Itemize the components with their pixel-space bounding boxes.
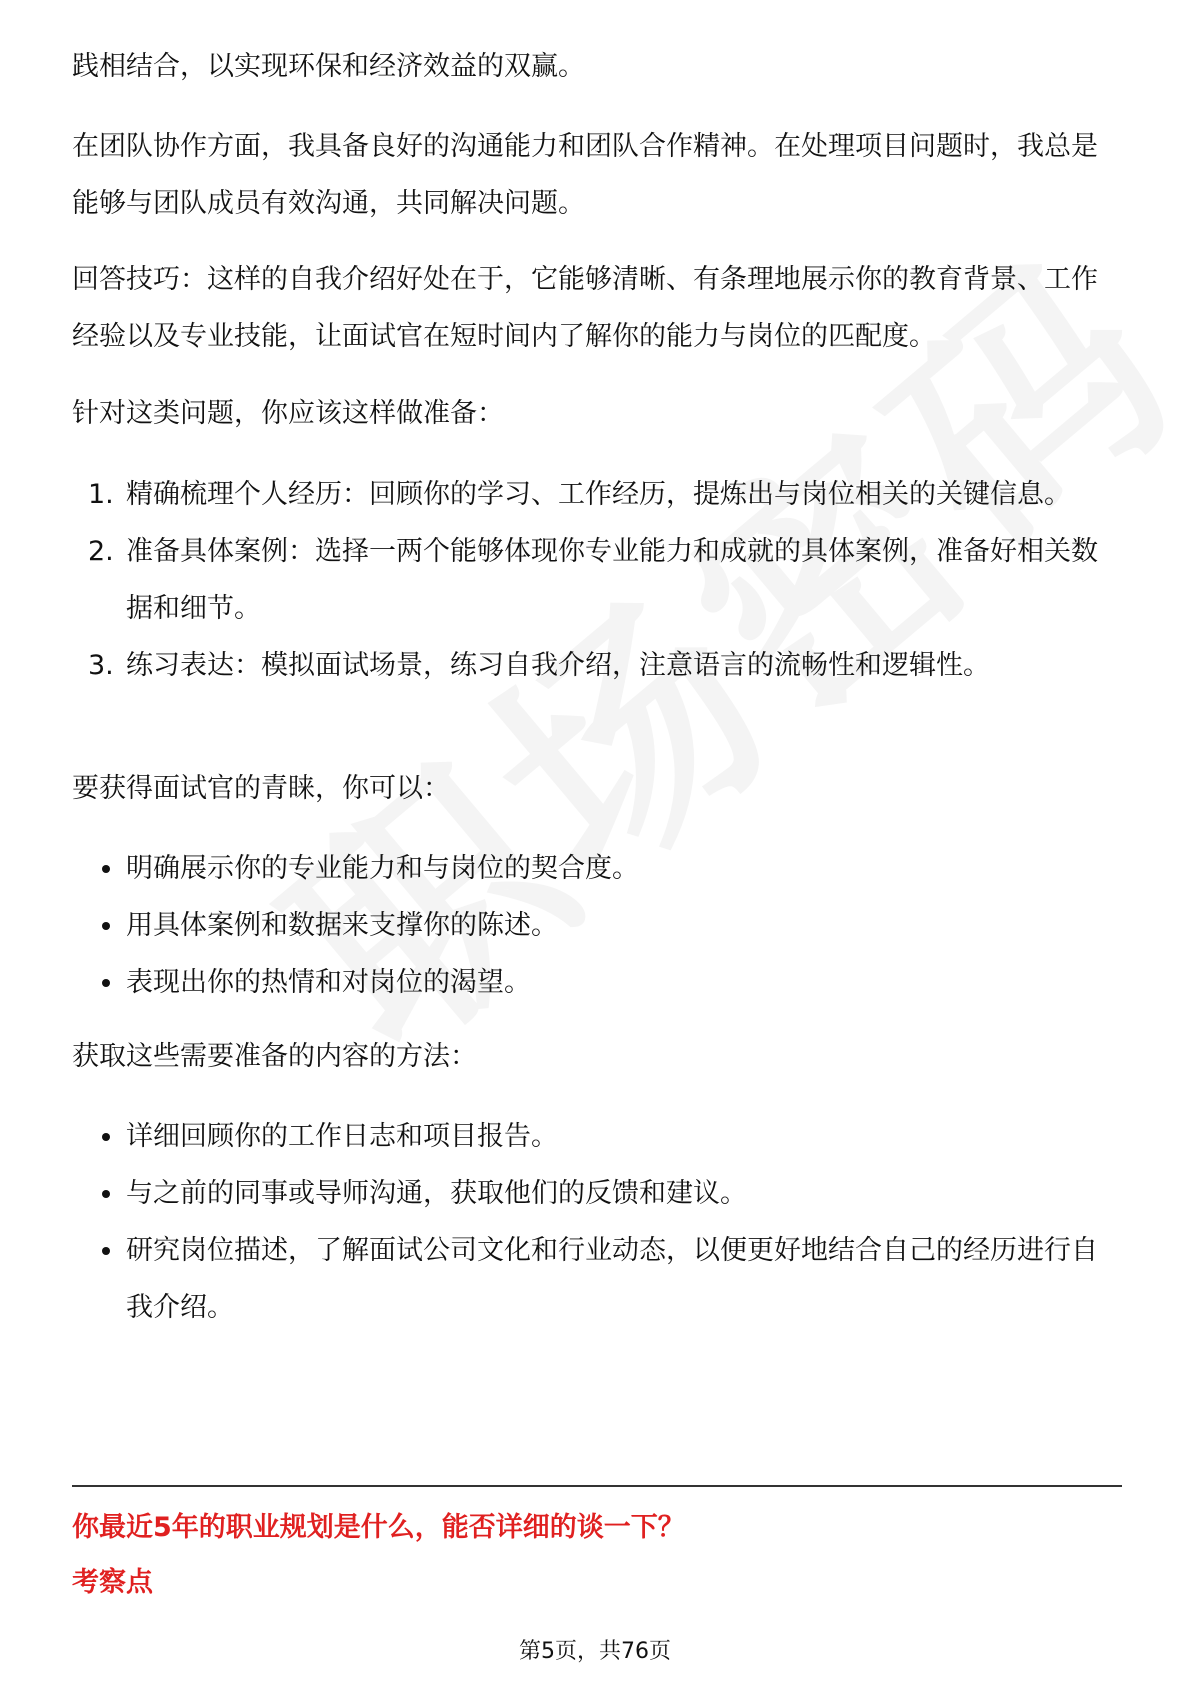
list-item: [72, 897, 1122, 954]
paragraph-text: 在团队协作方面，我具备良好的沟通能力和团队合作精神。在处理项目问题时，我总是能够与团队成员有效沟通，共同解决问题。: [72, 131, 1098, 219]
list-item-text: 与之前的同事或导师沟通，获取他们的反馈和建议。: [126, 1178, 747, 1209]
heading-text: 获取这些需要准备的内容的方法：: [72, 1041, 477, 1072]
list-item-text: 练习表达：模拟面试场景，练习自我介绍，注意语言的流畅性和逻辑性。: [126, 650, 990, 681]
list-item: [72, 954, 1122, 1011]
list-item-text: 表现出你的热情和对岗位的渴望。: [126, 967, 531, 998]
bullet-icon: [102, 865, 110, 873]
prep-heading: [72, 385, 1122, 442]
bullet-icon: [102, 979, 110, 987]
list-number: 3.: [88, 650, 114, 681]
list-item-text: 明确展示你的专业能力和与岗位的契合度。: [126, 853, 639, 884]
paragraph-continuation: [72, 38, 1122, 95]
bullet-icon: [102, 1247, 110, 1255]
list-item: [72, 1165, 1122, 1222]
paragraph-text: 践相结合，以实现环保和经济效益的双赢。: [72, 51, 585, 82]
favor-heading: [72, 760, 1122, 817]
list-item: [72, 523, 1122, 637]
bullet-icon: [102, 922, 110, 930]
question-title: 你最近5年的职业规划是什么，能否详细的谈一下？: [72, 1512, 685, 1543]
section-subheading: 考察点: [72, 1567, 153, 1598]
list-number: 1.: [88, 479, 114, 510]
paragraph-text: 回答技巧：这样的自我介绍好处在于，它能够清晰、有条理地展示你的教育背景、工作经验以及专业技能，让面试官在短时间内了解你的能力与岗位的匹配度。: [72, 264, 1098, 352]
heading-text: 要获得面试官的青睐，你可以：: [72, 773, 450, 804]
paragraph-teamwork: [72, 118, 1122, 232]
list-item-text: 研究岗位描述，了解面试公司文化和行业动态，以便更好地结合自己的经历进行自我介绍。: [126, 1235, 1098, 1323]
list-item: [72, 1222, 1122, 1336]
list-item-text: 用具体案例和数据来支撑你的陈述。: [126, 910, 558, 941]
list-item: [72, 840, 1122, 897]
list-item: [72, 1108, 1122, 1165]
list-item-text: 精确梳理个人经历：回顾你的学习、工作经历，提炼出与岗位相关的关键信息。: [126, 479, 1071, 510]
list-item: [72, 637, 1122, 694]
bullet-icon: [102, 1190, 110, 1198]
list-item: [72, 466, 1122, 523]
list-item-text: 准备具体案例：选择一两个能够体现你专业能力和成就的具体案例，准备好相关数据和细节。: [126, 536, 1098, 624]
heading-text: 针对这类问题，你应该这样做准备：: [72, 398, 504, 429]
favor-list: [72, 840, 1122, 1011]
answer-tip: [72, 251, 1122, 365]
page-number: 第5页，共76页: [519, 1639, 671, 1664]
section-divider: [72, 1485, 1122, 1487]
method-heading: [72, 1028, 1122, 1085]
method-list: [72, 1108, 1122, 1336]
bullet-icon: [102, 1133, 110, 1141]
prep-list: [72, 466, 1122, 694]
list-number: 2.: [88, 536, 114, 567]
list-item-text: 详细回顾你的工作日志和项目报告。: [126, 1121, 558, 1152]
